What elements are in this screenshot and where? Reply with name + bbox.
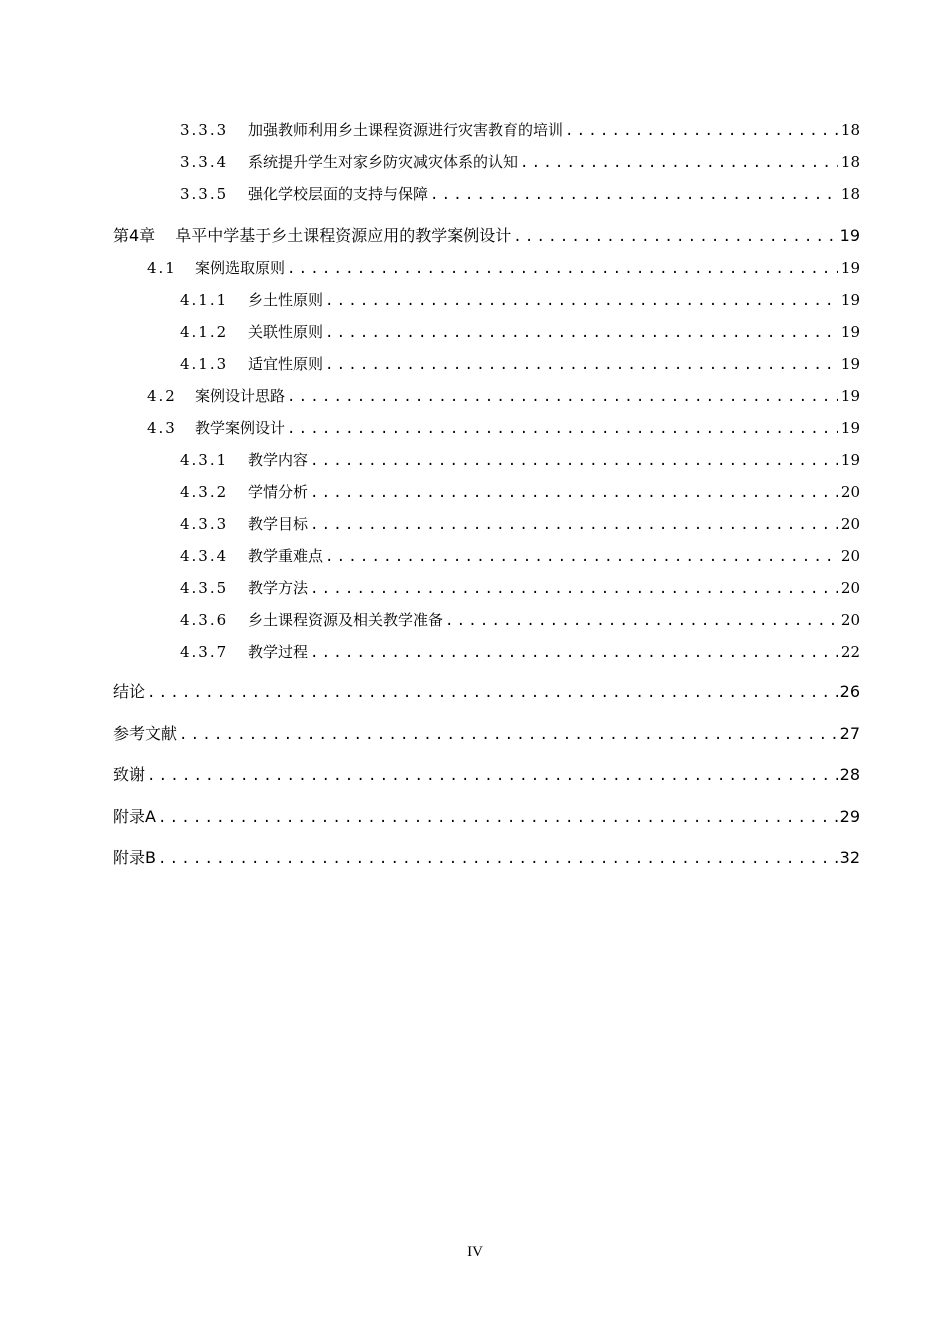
toc-entry-title: 教学内容 [248, 451, 309, 469]
toc-entry-number: 4.3 [147, 419, 177, 437]
toc-dot-leader [310, 577, 838, 601]
toc-entry-title: 加强教师利用乡土课程资源进行灾害教育的培训 [248, 121, 564, 139]
toc-entry-3-3-5[interactable] [180, 182, 860, 206]
toc-entry-4-1[interactable] [147, 256, 860, 280]
toc-entry-3-3-3[interactable] [180, 118, 860, 142]
toc-dot-leader [430, 183, 838, 207]
toc-entry-number: 4.3.1 [180, 451, 229, 469]
toc-entry-number: 4.1 [147, 259, 177, 277]
toc-entry-number: 4.3.7 [180, 643, 229, 661]
toc-dot-leader [147, 681, 838, 705]
toc-dot-leader [445, 609, 838, 633]
toc-entry-number: 4.1.2 [180, 323, 229, 341]
toc-dot-leader [325, 289, 838, 313]
toc-dot-leader [158, 847, 838, 871]
toc-entry-title: 乡土课程资源及相关教学准备 [248, 611, 444, 629]
toc-entry-page: 19 [840, 387, 860, 405]
toc-entry-appendix-b[interactable] [113, 846, 860, 870]
toc-entry-conclusion[interactable] [113, 680, 860, 704]
toc-entry-number: 4.3.4 [180, 547, 229, 565]
toc-dot-leader [513, 225, 837, 249]
toc-entry-4-1-1[interactable] [180, 288, 860, 312]
toc-entry-title: 乡土性原则 [248, 291, 324, 309]
toc-dot-leader [310, 513, 838, 537]
toc-entry-title: 结论 [113, 682, 146, 701]
toc-entry-page: 19 [840, 323, 860, 341]
toc-entry-page: 18 [840, 121, 860, 139]
toc-entry-title: 适宜性原则 [248, 355, 324, 373]
toc-entry-title: 关联性原则 [248, 323, 324, 341]
toc-dot-leader [158, 806, 838, 830]
toc-entry-page: 20 [840, 579, 860, 597]
toc-entry-title: 系统提升学生对家乡防灾减灾体系的认知 [248, 153, 519, 171]
toc-dot-leader [325, 545, 838, 569]
toc-entry-number: 4.3.6 [180, 611, 229, 629]
toc-entry-number: 4.2 [147, 387, 177, 405]
toc-entry-page: 26 [839, 682, 860, 701]
toc-entry-number: 4.1.3 [180, 355, 229, 373]
toc-entry-page: 19 [840, 259, 860, 277]
toc-entry-title: 阜平中学基于乡土课程资源应用的教学案例设计 [175, 226, 512, 245]
toc-dot-leader [147, 764, 838, 788]
toc-entry-page: 20 [840, 611, 860, 629]
toc-dot-leader [310, 481, 838, 505]
toc-dot-leader [325, 321, 838, 345]
toc-dot-leader [287, 417, 838, 441]
toc-dot-leader [565, 119, 838, 143]
toc-dot-leader [179, 723, 838, 747]
toc-entry-title: 教学过程 [248, 643, 309, 661]
toc-entry-4-3[interactable] [147, 416, 860, 440]
toc-dot-leader [310, 449, 838, 473]
toc-entry-page: 20 [840, 515, 860, 533]
toc-entry-page: 27 [839, 724, 860, 743]
toc-dot-leader [287, 385, 838, 409]
toc-entry-title: 案例设计思路 [195, 387, 286, 405]
toc-entry-title: 强化学校层面的支持与保障 [248, 185, 429, 203]
toc-entry-title: 参考文献 [113, 724, 178, 743]
toc-entry-4-3-1[interactable] [180, 448, 860, 472]
toc-entry-4-3-6[interactable] [180, 608, 860, 632]
toc-entry-title: 致谢 [113, 765, 146, 784]
toc-entry-title: 附录B [113, 848, 156, 867]
toc-entry-4-3-4[interactable] [180, 544, 860, 568]
toc-entry-page: 18 [840, 185, 860, 203]
toc-dot-leader [325, 353, 838, 377]
toc-entry-number: 4.3.2 [180, 483, 229, 501]
toc-entry-4-3-2[interactable] [180, 480, 860, 504]
toc-entry-4-1-3[interactable] [180, 352, 860, 376]
toc-entry-4-3-5[interactable] [180, 576, 860, 600]
toc-entry-page: 29 [839, 807, 860, 826]
toc-entry-title: 案例选取原则 [195, 259, 286, 277]
toc-entry-number: 3.3.4 [180, 153, 229, 171]
toc-entry-title: 附录A [113, 807, 156, 826]
toc-entry-page: 32 [839, 848, 860, 867]
toc-entry-page: 20 [840, 483, 860, 501]
toc-entry-title: 教学重难点 [248, 547, 324, 565]
toc-entry-number: 4.3.5 [180, 579, 229, 597]
toc-dot-leader [520, 151, 838, 175]
toc-entry-acknowledgements[interactable] [113, 763, 860, 787]
toc-entry-4-2[interactable] [147, 384, 860, 408]
toc-dot-leader [310, 641, 838, 665]
toc-entry-page: 19 [840, 451, 860, 469]
toc-entry-title: 学情分析 [248, 483, 309, 501]
toc-entry-title: 教学目标 [248, 515, 309, 533]
toc-entry-chapter-4[interactable] [113, 224, 860, 248]
toc-entry-4-3-3[interactable] [180, 512, 860, 536]
toc-entry-title: 教学方法 [248, 579, 309, 597]
toc-entry-number: 4.1.1 [180, 291, 229, 309]
toc-entry-page: 19 [840, 355, 860, 373]
toc-dot-leader [287, 257, 838, 281]
toc-entry-4-3-7[interactable] [180, 640, 860, 664]
toc-entry-number: 3.3.5 [180, 185, 229, 203]
toc-entry-page: 19 [840, 419, 860, 437]
toc-entry-appendix-a[interactable] [113, 805, 860, 829]
toc-entry-page: 20 [840, 547, 860, 565]
toc-entry-title: 教学案例设计 [195, 419, 286, 437]
toc-entry-number: 第4章 [113, 226, 156, 245]
toc-entry-page: 19 [839, 226, 860, 245]
toc-entry-page: 19 [840, 291, 860, 309]
toc-entry-page: 18 [840, 153, 860, 171]
page-number-footer: IV [467, 1244, 483, 1260]
toc-entry-4-1-2[interactable] [180, 320, 860, 344]
toc-entry-3-3-4[interactable] [180, 150, 860, 174]
toc-entry-number: 4.3.3 [180, 515, 229, 533]
toc-entry-references[interactable] [113, 722, 860, 746]
toc-entry-number: 3.3.3 [180, 121, 229, 139]
toc-entry-page: 28 [839, 765, 860, 784]
toc-entry-page: 22 [840, 643, 860, 661]
